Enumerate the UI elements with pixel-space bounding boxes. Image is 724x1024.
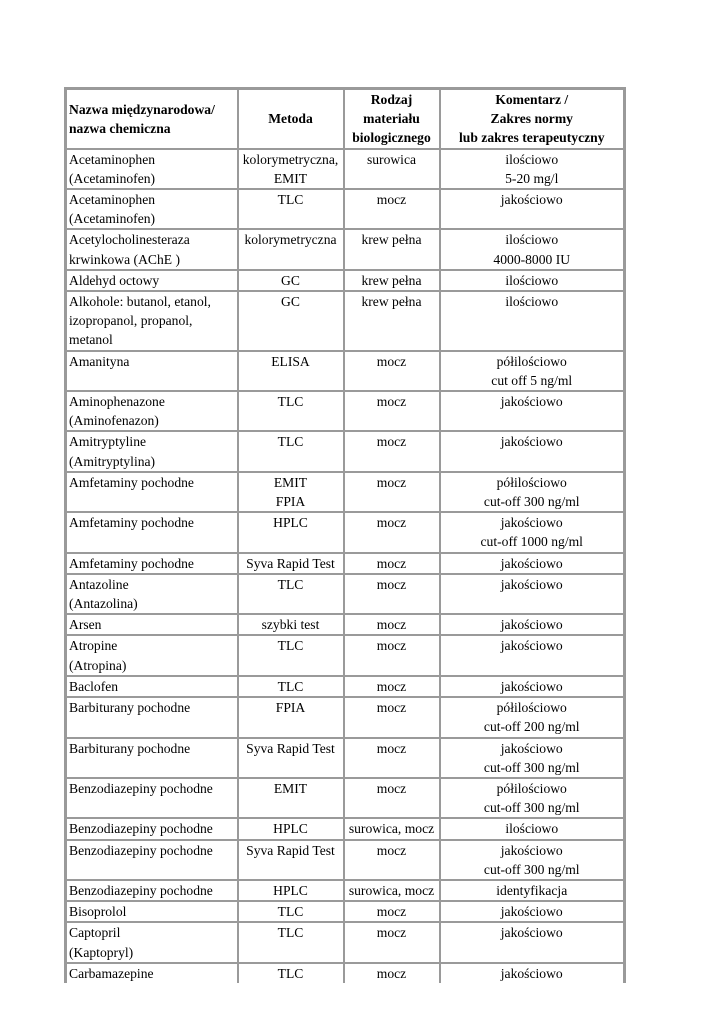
comment-cell: jakościowo cut-off 300 ng/ml xyxy=(440,840,625,880)
substance-name-cell: Amitryptyline (Amitryptylina) xyxy=(66,431,238,471)
substance-name-cell: Carbamazepine xyxy=(66,963,238,983)
substance-name-cell: Baclofen xyxy=(66,676,238,697)
substance-name-cell: Amfetaminy pochodne xyxy=(66,472,238,512)
comment-cell: półilościowo cut-off 300 ng/ml xyxy=(440,472,625,512)
comment-cell: półilościowo cut off 5 ng/ml xyxy=(440,351,625,391)
comment-cell: jakościowo xyxy=(440,901,625,922)
comment-cell: ilościowo 5-20 mg/l xyxy=(440,149,625,189)
table-row xyxy=(66,697,625,737)
material-cell: mocz xyxy=(344,553,440,574)
table-row xyxy=(66,270,625,291)
method-cell: FPIA xyxy=(238,697,344,737)
material-cell: mocz xyxy=(344,512,440,552)
substance-name-cell: Barbiturany pochodne xyxy=(66,697,238,737)
method-cell: HPLC xyxy=(238,880,344,901)
method-cell: EMIT FPIA xyxy=(238,472,344,512)
substance-name-cell: Benzodiazepiny pochodne xyxy=(66,840,238,880)
table-row xyxy=(66,840,625,880)
method-cell: EMIT xyxy=(238,778,344,818)
table-row xyxy=(66,229,625,269)
comment-cell: ilościowo 4000-8000 IU xyxy=(440,229,625,269)
method-cell: TLC xyxy=(238,391,344,431)
substance-name-cell: Alkohole: butanol, etanol, izopropanol, propanol, metanol xyxy=(66,291,238,351)
comment-cell: jakościowo xyxy=(440,391,625,431)
table-row xyxy=(66,635,625,675)
table-header-row xyxy=(66,89,625,149)
method-cell: HPLC xyxy=(238,512,344,552)
material-cell: mocz xyxy=(344,614,440,635)
comment-cell: półilościowo cut-off 200 ng/ml xyxy=(440,697,625,737)
table-row xyxy=(66,818,625,839)
substance-name-cell: Atropine (Atropina) xyxy=(66,635,238,675)
table-row xyxy=(66,431,625,471)
header-comment: Komentarz / Zakres normy lub zakres terapeutyczny xyxy=(440,89,625,149)
method-cell: TLC xyxy=(238,431,344,471)
table-row xyxy=(66,880,625,901)
method-cell: szybki test xyxy=(238,614,344,635)
comment-cell: jakościowo xyxy=(440,189,625,229)
material-cell: mocz xyxy=(344,189,440,229)
header-name: Nazwa międzynarodowa/ nazwa chemiczna xyxy=(66,89,238,149)
material-cell: mocz xyxy=(344,778,440,818)
method-cell: TLC xyxy=(238,963,344,983)
material-cell: krew pełna xyxy=(344,270,440,291)
material-cell: mocz xyxy=(344,676,440,697)
table-row xyxy=(66,922,625,962)
table-row xyxy=(66,574,625,614)
table-row xyxy=(66,291,625,351)
substance-name-cell: Aminophenazone (Aminofenazon) xyxy=(66,391,238,431)
table-row xyxy=(66,778,625,818)
comment-cell: jakościowo xyxy=(440,635,625,675)
comment-cell: półilościowo cut-off 300 ng/ml xyxy=(440,778,625,818)
material-cell: mocz xyxy=(344,351,440,391)
method-cell: TLC xyxy=(238,676,344,697)
substance-name-cell: Antazoline (Antazolina) xyxy=(66,574,238,614)
substance-name-cell: Acetaminophen (Acetaminofen) xyxy=(66,149,238,189)
comment-cell: jakościowo cut-off 300 ng/ml xyxy=(440,738,625,778)
method-cell: TLC xyxy=(238,901,344,922)
material-cell: mocz xyxy=(344,635,440,675)
comment-cell: jakościowo xyxy=(440,614,625,635)
substance-name-cell: Arsen xyxy=(66,614,238,635)
method-cell: kolorymetryczna, EMIT xyxy=(238,149,344,189)
header-material: Rodzaj materiału biologicznego xyxy=(344,89,440,149)
substance-name-cell: Amfetaminy pochodne xyxy=(66,512,238,552)
comment-cell: ilościowo xyxy=(440,291,625,351)
comment-cell: jakościowo xyxy=(440,922,625,962)
method-cell: TLC xyxy=(238,574,344,614)
substance-name-cell: Benzodiazepiny pochodne xyxy=(66,778,238,818)
material-cell: mocz xyxy=(344,963,440,983)
material-cell: mocz xyxy=(344,472,440,512)
material-cell: mocz xyxy=(344,431,440,471)
header-method: Metoda xyxy=(238,89,344,149)
method-cell: GC xyxy=(238,291,344,351)
method-cell: TLC xyxy=(238,635,344,675)
material-cell: surowica xyxy=(344,149,440,189)
substance-name-cell: Captopril (Kaptopryl) xyxy=(66,922,238,962)
material-cell: krew pełna xyxy=(344,229,440,269)
comment-cell: jakościowo xyxy=(440,676,625,697)
material-cell: mocz xyxy=(344,391,440,431)
substance-name-cell: Acetylocholinesteraza krwinkowa (AChE ) xyxy=(66,229,238,269)
comment-cell: jakościowo cut-off 1000 ng/ml xyxy=(440,512,625,552)
method-cell: ELISA xyxy=(238,351,344,391)
table-row xyxy=(66,472,625,512)
method-cell: kolorymetryczna xyxy=(238,229,344,269)
material-cell: surowica, mocz xyxy=(344,880,440,901)
material-cell: mocz xyxy=(344,922,440,962)
substance-name-cell: Aldehyd octowy xyxy=(66,270,238,291)
table-row xyxy=(66,614,625,635)
substance-name-cell: Barbiturany pochodne xyxy=(66,738,238,778)
table-row xyxy=(66,189,625,229)
material-cell: mocz xyxy=(344,840,440,880)
method-cell: Syva Rapid Test xyxy=(238,840,344,880)
substance-name-cell: Benzodiazepiny pochodne xyxy=(66,880,238,901)
method-cell: Syva Rapid Test xyxy=(238,738,344,778)
material-cell: mocz xyxy=(344,574,440,614)
table-row xyxy=(66,553,625,574)
comment-cell: jakościowo xyxy=(440,553,625,574)
substance-name-cell: Amfetaminy pochodne xyxy=(66,553,238,574)
table-row xyxy=(66,351,625,391)
table-row xyxy=(66,963,625,983)
material-cell: surowica, mocz xyxy=(344,818,440,839)
comment-cell: jakościowo xyxy=(440,574,625,614)
method-cell: TLC xyxy=(238,189,344,229)
comment-cell: ilościowo xyxy=(440,818,625,839)
substance-name-cell: Benzodiazepiny pochodne xyxy=(66,818,238,839)
method-cell: GC xyxy=(238,270,344,291)
substance-name-cell: Bisoprolol xyxy=(66,901,238,922)
method-cell: HPLC xyxy=(238,818,344,839)
material-cell: mocz xyxy=(344,901,440,922)
method-cell: TLC xyxy=(238,922,344,962)
material-cell: mocz xyxy=(344,738,440,778)
method-cell: Syva Rapid Test xyxy=(238,553,344,574)
comment-cell: identyfikacja xyxy=(440,880,625,901)
comment-cell: ilościowo xyxy=(440,270,625,291)
comment-cell: jakościowo xyxy=(440,963,625,983)
comment-cell: jakościowo xyxy=(440,431,625,471)
toxicology-tests-table xyxy=(64,87,626,983)
substance-name-cell: Amanityna xyxy=(66,351,238,391)
table-row xyxy=(66,149,625,189)
table-row xyxy=(66,738,625,778)
table-row xyxy=(66,901,625,922)
table-row xyxy=(66,391,625,431)
material-cell: mocz xyxy=(344,697,440,737)
substance-name-cell: Acetaminophen (Acetaminofen) xyxy=(66,189,238,229)
table-row xyxy=(66,512,625,552)
table-row xyxy=(66,676,625,697)
material-cell: krew pełna xyxy=(344,291,440,351)
